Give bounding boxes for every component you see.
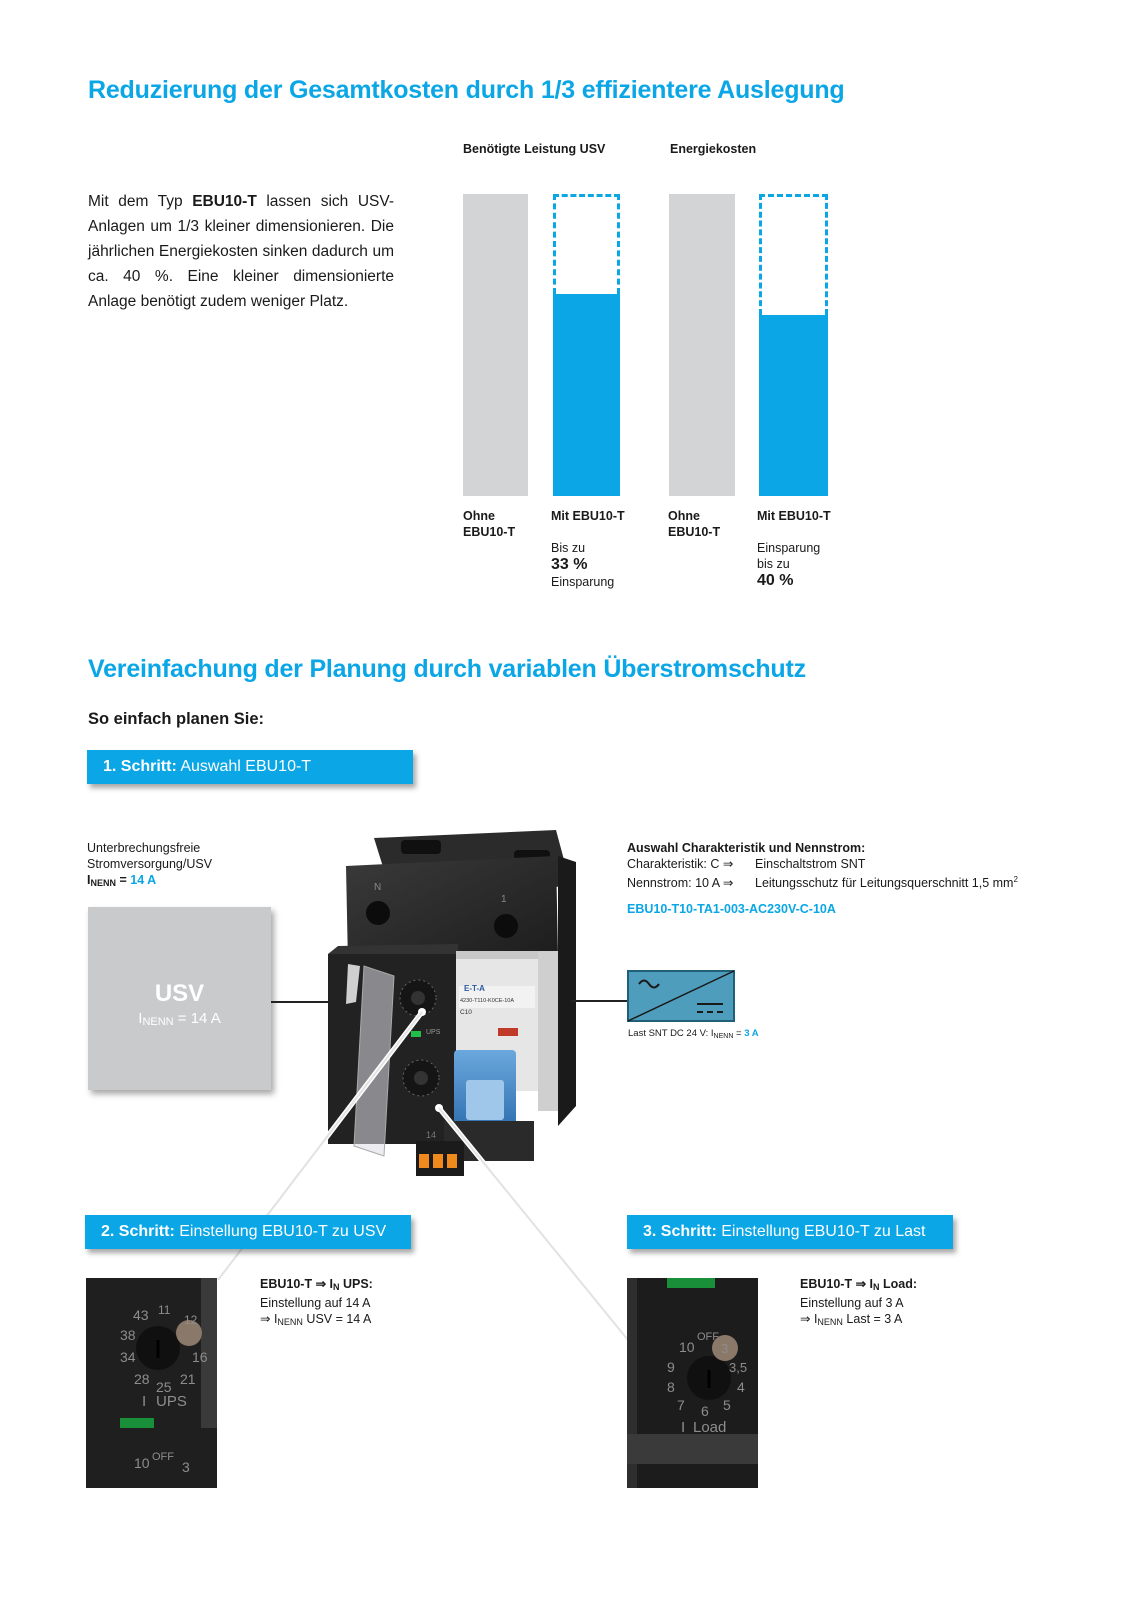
- selection-row1-right: Einschaltstrom SNT: [755, 857, 866, 871]
- device-n-label: N: [374, 882, 382, 893]
- chart1-title: Benötigte Leistung USV: [463, 142, 606, 156]
- chart1-note-value: 33 %: [551, 556, 588, 573]
- usv-caption-value: 14 A: [130, 873, 157, 887]
- load-setting-line2-sub: NENN: [817, 1317, 843, 1327]
- section1-title: Reduzierung der Gesamtkosten durch 1/3 effizientere Auslegung: [88, 76, 845, 104]
- load-n3: 3: [721, 1341, 729, 1356]
- load-n8: 8: [667, 1379, 675, 1395]
- device-dial-ups-label: UPS: [426, 1029, 441, 1036]
- ups-setting-line2-pre: ⇒ I: [260, 1312, 278, 1326]
- chart2-note-mid: bis zu: [757, 557, 790, 571]
- load-caption-eq: =: [733, 1028, 745, 1039]
- load-setting-line2-post: Last = 3 A: [842, 1312, 903, 1326]
- step3-text: Einstellung EBU10-T zu Last: [716, 1223, 926, 1240]
- ups-ten: 10: [134, 1455, 150, 1471]
- photo-ups-dial: [86, 1278, 217, 1488]
- load-n9: 9: [667, 1359, 675, 1375]
- chart2-title: Energiekosten: [670, 142, 757, 156]
- step3-bold: 3. Schritt:: [643, 1223, 717, 1240]
- usv-box-value: = 14 A: [173, 1010, 221, 1027]
- ups-n21: 21: [180, 1371, 196, 1387]
- load-caption-value: 3 A: [744, 1028, 759, 1039]
- ups-n12: 12: [184, 1313, 198, 1327]
- ups-n34: 34: [120, 1349, 136, 1365]
- load-n5: 5: [723, 1397, 731, 1413]
- chart2-note-value: 40 %: [757, 572, 794, 589]
- selection-row1-left: Charakteristik: C ⇒: [627, 857, 734, 871]
- usv-box-title: USV: [154, 980, 205, 1007]
- load-setting-line1: Einstellung auf 3 A: [800, 1296, 904, 1310]
- label-mit: Mit EBU10-T: [757, 509, 831, 523]
- label-ohne-line1: Ohne: [463, 509, 495, 523]
- chart1-note-top: Bis zu: [551, 541, 586, 555]
- load-n7: 7: [677, 1397, 685, 1413]
- device-dial-num: 14: [426, 1130, 437, 1140]
- chart2-note-top: Einsparung: [757, 541, 821, 555]
- ups-n16: 16: [192, 1349, 208, 1365]
- ups-three: 3: [182, 1459, 190, 1475]
- intro-product: EBU10-T: [192, 193, 257, 210]
- ups-off: OFF: [152, 1451, 174, 1463]
- ups-setting-title-pre: EBU10-T ⇒ I: [260, 1277, 333, 1291]
- load-caption-text: Last SNT DC 24 V: I: [628, 1028, 714, 1039]
- photo-load-dial: [627, 1278, 758, 1488]
- load-setting-title-post: Load:: [879, 1277, 917, 1291]
- ups-setting-title-sub: N: [333, 1282, 340, 1292]
- part-number: EBU10-T10-TA1-003-AC230V-C-10A: [627, 902, 836, 917]
- usv-box-label: I: [138, 1010, 143, 1027]
- step2-bold: 2. Schritt:: [101, 1223, 175, 1240]
- step3-banner: [627, 1215, 953, 1249]
- usv-caption-line2: Stromversorgung/USV: [87, 857, 213, 871]
- ups-dial-drawing: [86, 1278, 217, 1488]
- label-ohne-line2: EBU10-T: [463, 525, 516, 539]
- usv-caption-eq: =: [116, 873, 131, 887]
- load-caption-sub: NENN: [713, 1033, 734, 1040]
- ups-setting-line2-sub: NENN: [277, 1317, 303, 1327]
- step1-text: Auswahl EBU10-T: [176, 758, 312, 775]
- step1-bold: 1. Schritt:: [103, 758, 177, 775]
- ups-n11: 11: [158, 1303, 171, 1317]
- ups-n38: 38: [120, 1327, 136, 1343]
- load-setting-line2-pre: ⇒ I: [800, 1312, 818, 1326]
- load-off: OFF: [697, 1331, 719, 1343]
- load-n10: 10: [679, 1339, 695, 1355]
- step2-text: Einstellung EBU10-T zu USV: [174, 1223, 387, 1240]
- chart1-note-bottom: Einsparung: [551, 575, 615, 589]
- load-n6: 6: [701, 1403, 709, 1419]
- load-setting-title-sub: N: [873, 1282, 880, 1292]
- ups-n43: 43: [133, 1307, 149, 1323]
- ups-label: UPS: [156, 1393, 187, 1410]
- selection-row2-left: Nennstrom: 10 A ⇒: [627, 876, 734, 891]
- label-ohne-line1: Ohne: [668, 509, 700, 523]
- section2-subtitle: So einfach planen Sie:: [88, 710, 265, 728]
- device-model: 4230-T110-K0CE-10A: [460, 998, 515, 1004]
- selection-heading: Auswahl Charakteristik und Nennstrom:: [627, 841, 866, 855]
- device-char: C10: [460, 1009, 472, 1016]
- device-brand: E-T-A: [464, 984, 485, 993]
- selection-row2-sup: 2: [1013, 875, 1018, 884]
- usv-caption-label: I: [87, 873, 91, 887]
- load-setting-title-pre: EBU10-T ⇒ I: [800, 1277, 873, 1291]
- selection-row2-right: Leitungsschutz für Leitungsquerschnitt 1,5 mm: [755, 876, 1014, 891]
- label-mit: Mit EBU10-T: [551, 509, 625, 523]
- load-n35: 3,5: [729, 1360, 748, 1375]
- device-one-label: 1: [501, 894, 507, 905]
- load-dial-drawing: [627, 1278, 758, 1488]
- load-label: Load: [693, 1419, 727, 1436]
- load-n4: 4: [737, 1379, 745, 1395]
- section2-title: Vereinfachung der Planung durch variablen Überstromschutz: [88, 655, 806, 683]
- ups-setting-line2-post: USV = 14 A: [302, 1312, 372, 1326]
- intro-post: lassen sich USV-Anlagen um 1/3 kleiner dimensionieren. Die jährlichen Energiekosten sinken dadurch um ca. 40 %. Eine kleiner dimensionierte Anlage benötigt zudem weniger Platz.: [88, 193, 395, 310]
- step2-banner: [85, 1215, 411, 1249]
- load-i-label: I: [681, 1419, 686, 1436]
- ups-setting-line1: Einstellung auf 14 A: [260, 1296, 371, 1310]
- ups-setting-text: [260, 1276, 373, 1330]
- ups-i-label: I: [142, 1393, 147, 1410]
- load-setting-text: [800, 1276, 917, 1330]
- usv-caption-sub: NENN: [90, 878, 116, 888]
- label-ohne-line2: EBU10-T: [668, 525, 721, 539]
- usv-box-sub: NENN: [142, 1016, 174, 1028]
- ups-setting-title-post: UPS:: [339, 1277, 373, 1291]
- ups-n25: 25: [156, 1379, 172, 1395]
- usv-caption-line1: Unterbrechungsfreie: [87, 841, 201, 855]
- ups-n28: 28: [134, 1371, 150, 1387]
- intro-pre: Mit dem Typ: [88, 193, 193, 210]
